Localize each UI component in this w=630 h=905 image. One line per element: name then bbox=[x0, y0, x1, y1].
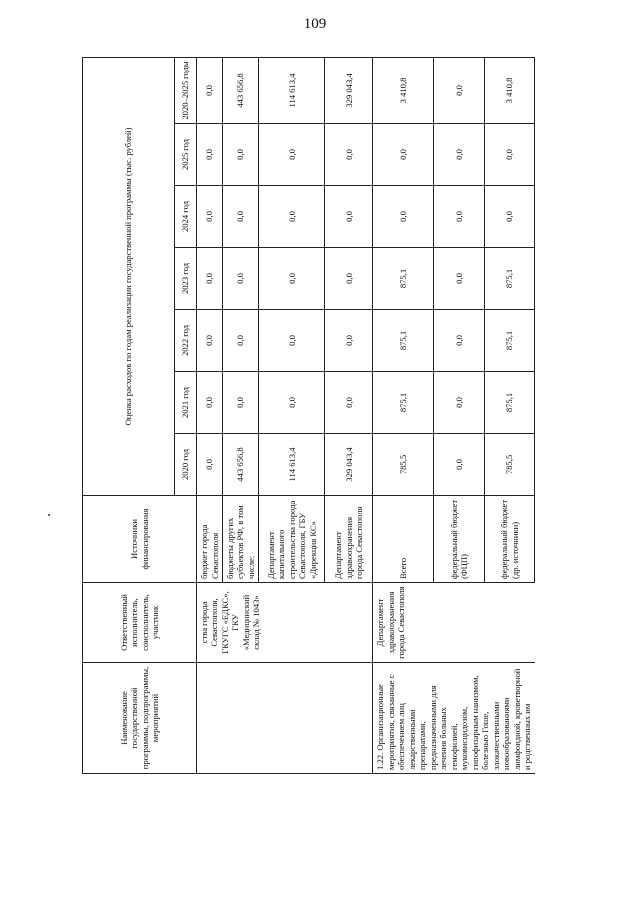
row-value: 0,0 bbox=[259, 372, 325, 434]
table-row bbox=[373, 57, 434, 773]
row-value: 785,5 bbox=[373, 434, 434, 496]
row-value: 0,0 bbox=[373, 124, 434, 186]
row-value: 0,0 bbox=[197, 310, 223, 372]
row-value: 0,0 bbox=[197, 434, 223, 496]
row-value: 329 043,4 bbox=[325, 434, 373, 496]
row-value: 0,0 bbox=[223, 248, 259, 310]
continued-name-cell bbox=[197, 663, 373, 774]
header-year-2023: 2023 год bbox=[175, 248, 197, 310]
header-year-total: 2020–2025 годы bbox=[175, 57, 197, 123]
row-source: бюджеты других субъектов РФ, в том числе: bbox=[223, 496, 259, 583]
row-value: 0,0 bbox=[325, 372, 373, 434]
row-source: Департамент капитального строительства города Севастополя, ГБУ «Дирекция КС» bbox=[259, 496, 325, 583]
row-source: бюджет города Севастополя bbox=[197, 496, 223, 583]
header-year-2024: 2024 год bbox=[175, 186, 197, 248]
row-value: 0,0 bbox=[325, 124, 373, 186]
row-value: 0,0 bbox=[223, 186, 259, 248]
header-year-2020: 2020 год bbox=[175, 434, 197, 496]
row-value: 114 613,4 bbox=[259, 57, 325, 123]
row-value: 0,0 bbox=[434, 57, 484, 123]
row-source: Департамент здравоохранения города Севастополя bbox=[325, 496, 373, 583]
row-value: 0,0 bbox=[223, 372, 259, 434]
header-year-2021: 2021 год bbox=[175, 372, 197, 434]
table-row bbox=[197, 57, 223, 773]
row-value: 875,1 bbox=[373, 248, 434, 310]
row-value: 0,0 bbox=[197, 186, 223, 248]
row-value: 875,1 bbox=[484, 372, 534, 434]
row-value: 875,1 bbox=[484, 248, 534, 310]
row-value: 0,0 bbox=[259, 310, 325, 372]
page-number: 109 bbox=[303, 16, 327, 32]
row-value: 443 656,8 bbox=[223, 434, 259, 496]
header-year-2022: 2022 год bbox=[175, 310, 197, 372]
row-value: 0,0 bbox=[484, 186, 534, 248]
row-value: 0,0 bbox=[197, 248, 223, 310]
row-value: 875,1 bbox=[373, 310, 434, 372]
row-value: 875,1 bbox=[484, 310, 534, 372]
row-source: федеральный бюджет (др. источники) bbox=[484, 496, 534, 583]
row-value: 443 656,8 bbox=[223, 57, 259, 123]
row-value: 0,0 bbox=[434, 310, 484, 372]
header-executor: Ответственный исполнитель, соисполнитель, участник bbox=[83, 583, 197, 663]
row-value: 0,0 bbox=[325, 310, 373, 372]
row-value: 0,0 bbox=[373, 186, 434, 248]
row-value: 0,0 bbox=[484, 124, 534, 186]
row-value: 0,0 bbox=[434, 434, 484, 496]
table-wrapper bbox=[82, 58, 533, 774]
row-value: 0,0 bbox=[434, 186, 484, 248]
header-year-2025: 2025 год bbox=[175, 124, 197, 186]
row-value: 0,0 bbox=[223, 124, 259, 186]
row-value: 0,0 bbox=[223, 310, 259, 372]
header-row-1 bbox=[83, 57, 175, 773]
header-source: Источники финансирования bbox=[83, 496, 197, 583]
scan-speck bbox=[48, 514, 50, 516]
header-name: Наименование государственной программы, подпрограммы, мероприятий bbox=[83, 663, 197, 774]
row-value: 3 410,8 bbox=[484, 57, 534, 123]
row-value: 0,0 bbox=[434, 124, 484, 186]
item-executor: Департамент здравоохранения города Севастополя bbox=[373, 583, 535, 663]
rotated-table-area bbox=[82, 58, 533, 774]
row-value: 0,0 bbox=[197, 124, 223, 186]
row-value: 0,0 bbox=[325, 248, 373, 310]
continued-executor: ства города Севастополя, ГКУГС «ЕДКС», ГКУ «Медицинский склад № 1043» bbox=[197, 583, 373, 663]
row-value: 0,0 bbox=[197, 372, 223, 434]
row-value: 114 613,4 bbox=[259, 434, 325, 496]
row-value: 0,0 bbox=[259, 248, 325, 310]
row-source: федеральный бюджет (ФЦП) bbox=[434, 496, 484, 583]
header-estimate: Оценка расходов по годам реализации государственной программы (тыс. рублей) bbox=[83, 57, 175, 495]
row-value: 3 410,8 bbox=[373, 57, 434, 123]
row-value: 0,0 bbox=[325, 186, 373, 248]
item-name: 1.22. Организационные мероприятия, связанные с обеспечением лиц лекарственными препаратами, предназначенными для лечения больных гемофилией, муковисцидозом, гипофизарным нанизмом, болезнью Гоше, злокачественными новообразованиями лимфоидной, кроветворной и родственных им bbox=[373, 663, 535, 774]
row-value: 0,0 bbox=[434, 248, 484, 310]
row-value: 875,1 bbox=[373, 372, 434, 434]
row-value: 329 043,4 bbox=[325, 57, 373, 123]
financing-table bbox=[82, 57, 535, 774]
row-value: 0,0 bbox=[259, 124, 325, 186]
row-value: 0,0 bbox=[434, 372, 484, 434]
row-value: 0,0 bbox=[197, 57, 223, 123]
row-value: 785,5 bbox=[484, 434, 534, 496]
row-source: Всего bbox=[373, 496, 434, 583]
row-value: 0,0 bbox=[259, 186, 325, 248]
